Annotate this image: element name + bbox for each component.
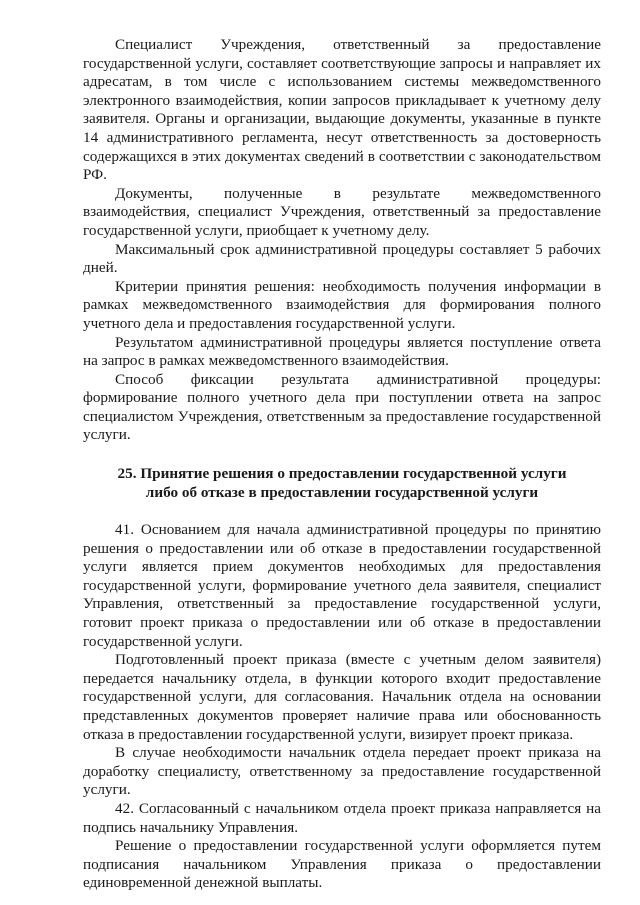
paragraph-item-41: 41. Основанием для начала административной процедуры по принятию решения о предоставлении или об отказе в предоставлении государственной услуги является прием документов необходимых для предоставления государственной услуги, формирование учетного дела заявителя, специалист Управления, ответственный за предоставление государственной услуги, готовит проект приказа о предоставлении или об отказе в предоставлении государственной услуги. <box>83 521 601 650</box>
document-page <box>83 36 601 893</box>
paragraph-result-recording: Способ фиксации результата административной процедуры: формирование полного учетного дела при поступлении ответа на запрос специалистом Учреждения, ответственным за предоставление государственной услуги. <box>83 370 601 444</box>
section-heading-line-2: либо об отказе в предоставлении государственной услуги <box>145 484 539 502</box>
section-heading-line-1: 25. Принятие решения о предоставлении государственной услуги <box>117 465 567 483</box>
section-heading <box>83 464 601 502</box>
paragraph-procedure-result: Результатом административной процедуры является поступление ответа на запрос в рамках межведомственного взаимодействия. <box>83 333 601 370</box>
paragraph-decision-formalization: Решение о предоставлении государственной услуги оформляется путем подписания начальником Управления приказа о предоставлении единовременной денежной выплаты. <box>83 837 601 892</box>
paragraph-specialist-requests: Специалист Учреждения, ответственный за предоставление государственной услуги, составляет соответствующие запросы и направляет их адресатам, в том числе с использованием системы межведомственного электронного взаимодействия, копии запросов прикладывает к учетному делу заявителя. Органы и организации, выдающие документы, указанные в пункте 14 административного регламента, несут ответственность за достоверность содержащихся в этих документах сведений в соответствии с законодательством РФ. <box>83 36 601 184</box>
paragraph-max-duration: Максимальный срок административной процедуры составляет 5 рабочих дней. <box>83 240 601 277</box>
paragraph-revision: В случае необходимости начальник отдела передает проект приказа на доработку специалисту, ответственному за предоставление государственной услуги. <box>83 744 601 799</box>
paragraph-draft-order-approval: Подготовленный проект приказа (вместе с учетным делом заявителя) передается начальнику отдела, в функции которого входит предоставление государственной услуги, для согласования. Начальник отдела на основании представленных документов проверяет наличие права или обоснованность отказа в предоставлении государственной услуги, визирует проект приказа. <box>83 651 601 743</box>
paragraph-item-42: 42. Согласованный с начальником отдела проект приказа направляется на подпись начальнику Управления. <box>83 799 601 836</box>
paragraph-documents-received: Документы, полученные в результате межведомственного взаимодействия, специалист Учреждения, ответственный за предоставление государственной услуги, приобщает к учетному делу. <box>83 184 601 239</box>
paragraph-decision-criteria: Критерии принятия решения: необходимость получения информации в рамках межведомственного взаимодействия для формирования полного учетного дела и предоставления государственной услуги. <box>83 277 601 332</box>
